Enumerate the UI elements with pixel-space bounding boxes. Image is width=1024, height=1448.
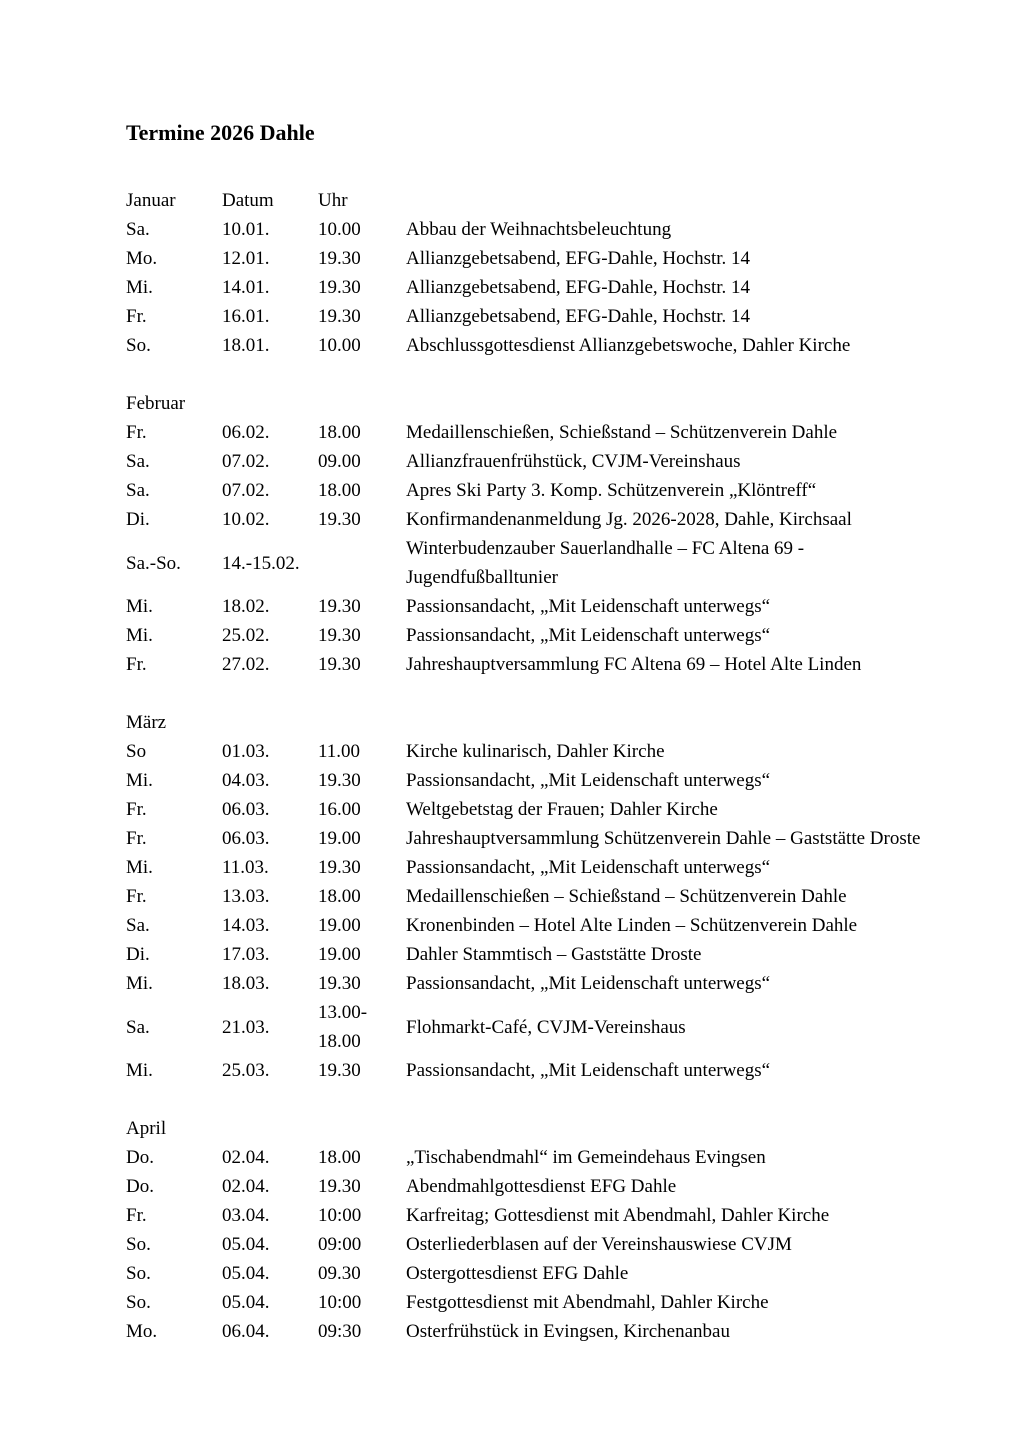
event-time: 18.00 bbox=[318, 1147, 361, 1168]
event-description: Osterliederblasen auf der Vereinshauswiese CVJM bbox=[406, 1234, 792, 1255]
event-row bbox=[126, 795, 938, 824]
month-header-row bbox=[126, 360, 938, 418]
column-header-event bbox=[406, 186, 938, 215]
event-row bbox=[126, 592, 938, 621]
column-header-event bbox=[406, 679, 938, 737]
event-time: 19.30 bbox=[318, 1176, 361, 1197]
event-time: 18.00 bbox=[318, 480, 361, 501]
event-date: 02.04. bbox=[222, 1147, 270, 1168]
event-date: 14.03. bbox=[222, 915, 270, 936]
event-time: 19.30 bbox=[318, 248, 361, 269]
event-day: So bbox=[126, 741, 147, 762]
event-day: Mi. bbox=[126, 596, 153, 617]
column-header-time bbox=[318, 679, 406, 737]
event-time: 19.00 bbox=[318, 828, 361, 849]
event-time: 18.00 bbox=[318, 422, 361, 443]
event-description: Abschlussgottesdienst Allianzgebetswoche, Dahler Kirche bbox=[406, 335, 851, 356]
column-header-date: Datum bbox=[222, 190, 274, 211]
event-day: So. bbox=[126, 1263, 151, 1284]
month-header-row bbox=[126, 679, 938, 737]
event-row bbox=[126, 766, 938, 795]
month-label: Januar bbox=[126, 190, 176, 211]
event-row bbox=[126, 331, 938, 360]
column-header-time bbox=[318, 360, 406, 418]
event-row bbox=[126, 447, 938, 476]
event-time: 09.30 bbox=[318, 1263, 361, 1284]
event-description: Passionsandacht, „Mit Leidenschaft unterwegs“ bbox=[406, 625, 771, 646]
event-date: 14.-15.02. bbox=[222, 552, 300, 574]
event-day: Di. bbox=[126, 944, 150, 965]
event-row bbox=[126, 1201, 938, 1230]
event-description: Jahreshauptversammlung Schützenverein Dahle – Gaststätte Droste bbox=[406, 828, 921, 849]
event-date: 02.04. bbox=[222, 1176, 270, 1197]
event-date: 13.03. bbox=[222, 886, 270, 907]
event-description: Dahler Stammtisch – Gaststätte Droste bbox=[406, 944, 702, 965]
event-date: 18.03. bbox=[222, 973, 270, 994]
event-date: 21.03. bbox=[222, 1016, 270, 1038]
column-header-date bbox=[222, 679, 318, 737]
event-row bbox=[126, 505, 938, 534]
event-time: 09:00 bbox=[318, 1234, 362, 1255]
event-time: 19.30 bbox=[318, 509, 361, 530]
event-date: 14.01. bbox=[222, 277, 270, 298]
event-time: 09:30 bbox=[318, 1321, 362, 1342]
event-date: 06.03. bbox=[222, 799, 270, 820]
event-day: Sa. bbox=[126, 480, 150, 501]
column-header-event bbox=[406, 1085, 938, 1143]
event-day: Mi. bbox=[126, 857, 153, 878]
event-description: Kirche kulinarisch, Dahler Kirche bbox=[406, 741, 665, 762]
event-day: Do. bbox=[126, 1147, 154, 1168]
event-row bbox=[126, 302, 938, 331]
event-time: 10:00 bbox=[318, 1292, 362, 1313]
event-row bbox=[126, 621, 938, 650]
event-date: 16.01. bbox=[222, 306, 270, 327]
column-header-time bbox=[318, 1085, 406, 1143]
event-description: Osterfrühstück in Evingsen, Kirchenanbau bbox=[406, 1321, 730, 1342]
event-row bbox=[126, 1056, 938, 1085]
event-date: 18.02. bbox=[222, 596, 270, 617]
event-row bbox=[126, 940, 938, 969]
event-day: Sa.-So. bbox=[126, 552, 181, 574]
event-day: Fr. bbox=[126, 654, 147, 675]
column-header-time: Uhr bbox=[318, 190, 348, 211]
event-day: Mo. bbox=[126, 1321, 158, 1342]
event-time: 10.00 bbox=[318, 219, 361, 240]
event-row bbox=[126, 1143, 938, 1172]
event-day: Di. bbox=[126, 509, 150, 530]
event-day: Fr. bbox=[126, 1205, 147, 1226]
event-time: 19.30 bbox=[318, 625, 361, 646]
event-description: Allianzgebetsabend, EFG-Dahle, Hochstr. 14 bbox=[406, 306, 751, 327]
month-header-row bbox=[126, 186, 938, 215]
event-time: 18.00 bbox=[318, 886, 361, 907]
event-time: 19.30 bbox=[318, 306, 361, 327]
event-time: 19.30 bbox=[318, 770, 361, 791]
event-row bbox=[126, 969, 938, 998]
event-date: 25.03. bbox=[222, 1060, 270, 1081]
event-row bbox=[126, 1288, 938, 1317]
month-label: April bbox=[126, 1118, 167, 1139]
event-description: Karfreitag; Gottesdienst mit Abendmahl, Dahler Kirche bbox=[406, 1205, 830, 1226]
event-day: Sa. bbox=[126, 915, 150, 936]
event-row bbox=[126, 534, 938, 592]
event-day: So. bbox=[126, 335, 151, 356]
event-day: Mi. bbox=[126, 973, 153, 994]
event-date: 05.04. bbox=[222, 1263, 270, 1284]
event-date: 07.02. bbox=[222, 451, 270, 472]
event-date: 06.02. bbox=[222, 422, 270, 443]
schedule-body bbox=[126, 186, 938, 1346]
event-date: 03.04. bbox=[222, 1205, 270, 1226]
event-day: Mo. bbox=[126, 248, 158, 269]
event-day: So. bbox=[126, 1292, 151, 1313]
event-day: So. bbox=[126, 1234, 151, 1255]
event-date: 10.02. bbox=[222, 509, 270, 530]
event-time: 11.00 bbox=[318, 741, 361, 762]
event-time: 19.30 bbox=[318, 857, 361, 878]
event-date: 06.03. bbox=[222, 828, 270, 849]
event-row bbox=[126, 244, 938, 273]
month-label: März bbox=[126, 712, 167, 733]
event-description: Allianzfrauenfrühstück, CVJM-Vereinshaus bbox=[406, 451, 741, 472]
event-time: 19.30 bbox=[318, 277, 361, 298]
event-date: 27.02. bbox=[222, 654, 270, 675]
event-date: 04.03. bbox=[222, 770, 270, 791]
schedule-table bbox=[126, 186, 938, 1346]
event-row bbox=[126, 737, 938, 766]
event-row bbox=[126, 418, 938, 447]
event-row bbox=[126, 824, 938, 853]
column-header-date bbox=[222, 1085, 318, 1143]
event-date: 17.03. bbox=[222, 944, 270, 965]
event-date: 12.01. bbox=[222, 248, 270, 269]
event-row bbox=[126, 650, 938, 679]
event-day: Mi. bbox=[126, 625, 153, 646]
event-description: Festgottesdienst mit Abendmahl, Dahler Kirche bbox=[406, 1292, 769, 1313]
event-date: 25.02. bbox=[222, 625, 270, 646]
event-day: Do. bbox=[126, 1176, 154, 1197]
event-date: 01.03. bbox=[222, 741, 270, 762]
event-day: Mi. bbox=[126, 1060, 153, 1081]
event-day: Mi. bbox=[126, 770, 153, 791]
event-time: 19.00 bbox=[318, 944, 361, 965]
event-time: 16.00 bbox=[318, 799, 361, 820]
month-label: Februar bbox=[126, 393, 186, 414]
event-row bbox=[126, 1317, 938, 1346]
event-date: 11.03. bbox=[222, 857, 269, 878]
event-row bbox=[126, 1230, 938, 1259]
event-day: Mi. bbox=[126, 277, 153, 298]
event-day: Fr. bbox=[126, 422, 147, 443]
event-date: 05.04. bbox=[222, 1234, 270, 1255]
event-row bbox=[126, 1259, 938, 1288]
event-description: Allianzgebetsabend, EFG-Dahle, Hochstr. 14 bbox=[406, 277, 751, 298]
event-date: 05.04. bbox=[222, 1292, 270, 1313]
event-description: Apres Ski Party 3. Komp. Schützenverein „Klöntreff“ bbox=[406, 480, 817, 501]
event-row bbox=[126, 911, 938, 940]
event-date: 18.01. bbox=[222, 335, 270, 356]
event-date: 07.02. bbox=[222, 480, 270, 501]
event-time: 19.30 bbox=[318, 596, 361, 617]
event-row bbox=[126, 273, 938, 302]
event-description: Jahreshauptversammlung FC Altena 69 – Hotel Alte Linden bbox=[406, 654, 862, 675]
event-description: Medaillenschießen – Schießstand – Schützenverein Dahle bbox=[406, 886, 847, 907]
event-time: 19.30 bbox=[318, 1060, 361, 1081]
event-day: Fr. bbox=[126, 306, 147, 327]
event-description: Abbau der Weihnachtsbeleuchtung bbox=[406, 219, 672, 240]
event-day: Fr. bbox=[126, 799, 147, 820]
event-date: 06.04. bbox=[222, 1321, 270, 1342]
event-description: Ostergottesdienst EFG Dahle bbox=[406, 1263, 629, 1284]
event-description: Abendmahlgottesdienst EFG Dahle bbox=[406, 1176, 677, 1197]
event-description: Konfirmandenanmeldung Jg. 2026-2028, Dahle, Kirchsaal bbox=[406, 509, 852, 530]
event-day: Fr. bbox=[126, 886, 147, 907]
event-description: Winterbudenzauber Sauerlandhalle – FC Altena 69 - Jugendfußballtunier bbox=[406, 538, 805, 588]
event-row bbox=[126, 853, 938, 882]
event-description: Passionsandacht, „Mit Leidenschaft unterwegs“ bbox=[406, 1060, 771, 1081]
event-time: 10:00 bbox=[318, 1205, 362, 1226]
event-description: Flohmarkt-Café, CVJM-Vereinshaus bbox=[406, 1016, 686, 1038]
event-row bbox=[126, 998, 938, 1056]
event-row bbox=[126, 215, 938, 244]
event-time: 19.30 bbox=[318, 654, 361, 675]
event-row bbox=[126, 1172, 938, 1201]
event-description: Passionsandacht, „Mit Leidenschaft unterwegs“ bbox=[406, 973, 771, 994]
event-row bbox=[126, 476, 938, 505]
event-time: 09.00 bbox=[318, 451, 361, 472]
event-description: Allianzgebetsabend, EFG-Dahle, Hochstr. 14 bbox=[406, 248, 751, 269]
event-description: Passionsandacht, „Mit Leidenschaft unterwegs“ bbox=[406, 770, 771, 791]
event-description: Passionsandacht, „Mit Leidenschaft unterwegs“ bbox=[406, 857, 771, 878]
event-description: Medaillenschießen, Schießstand – Schützenverein Dahle bbox=[406, 422, 838, 443]
event-row bbox=[126, 882, 938, 911]
event-time: 10.00 bbox=[318, 335, 361, 356]
event-day: Sa. bbox=[126, 219, 150, 240]
event-time bbox=[318, 534, 406, 592]
column-header-event bbox=[406, 360, 938, 418]
event-time: 13.00-18.00 bbox=[318, 1002, 368, 1052]
page-title: Termine 2026 Dahle bbox=[126, 120, 315, 145]
event-time: 19.30 bbox=[318, 973, 361, 994]
column-header-date bbox=[222, 360, 318, 418]
event-day: Sa. bbox=[126, 1016, 150, 1038]
event-description: Passionsandacht, „Mit Leidenschaft unterwegs“ bbox=[406, 596, 771, 617]
event-day: Sa. bbox=[126, 451, 150, 472]
event-description: Kronenbinden – Hotel Alte Linden – Schützenverein Dahle bbox=[406, 915, 858, 936]
event-description: Weltgebetstag der Frauen; Dahler Kirche bbox=[406, 799, 718, 820]
event-day: Fr. bbox=[126, 828, 147, 849]
event-date: 10.01. bbox=[222, 219, 270, 240]
month-header-row bbox=[126, 1085, 938, 1143]
event-time: 19.00 bbox=[318, 915, 361, 936]
event-description: „Tischabendmahl“ im Gemeindehaus Evingsen bbox=[406, 1147, 766, 1168]
